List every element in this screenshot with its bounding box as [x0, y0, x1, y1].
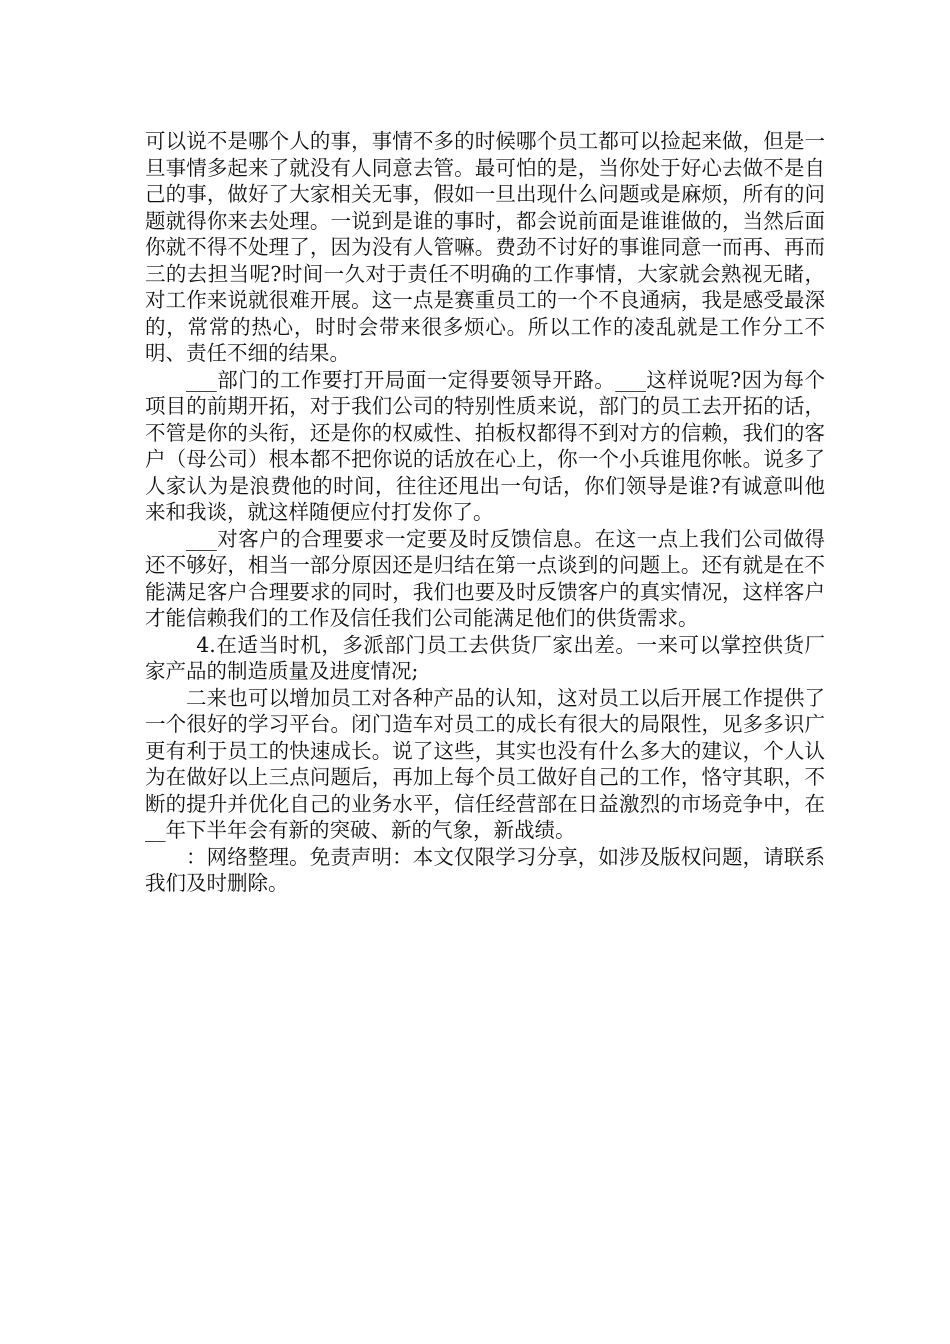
paragraph-disclaimer: ：网络整理。免责声明：本文仅限学习分享，如涉及版权问题，请联系我们及时删除。	[145, 844, 825, 895]
paragraph-leadership: ___部门的工作要打开局面一定得要领导开路。___这样说呢?因为每个项目的前期开拓，对于我们公司的特别性质来说，部门的员工去开拓的话，不管是你的头衔，还是你的权威性、拍板权都得不到对方的信赖，我们的客户（母公司）根本都不把你说的话放在心上，你一个小兵谁甩你帐。说多了人家认为是浪费他的时间，往往还甩出一句话，你们领导是谁?有诚意叫他来和我谈，就这样随便应付打发你了。	[145, 367, 825, 524]
paragraph-customer-feedback: ___对客户的合理要求一定要及时反馈信息。在这一点上我们公司做得还不够好，相当一部分原因还是归结在第一点谈到的问题上。还有就是在不能满足客户合理要求的同时，我们也要及时反馈客户的真实情况，这样客户才能信赖我们的工作及信任我们公司能满足他们的供货需求。	[145, 526, 825, 630]
paragraph-responsibility: 可以说不是哪个人的事，事情不多的时候哪个员工都可以捡起来做，但是一旦事情多起来了就没有人同意去管。最可怕的是，当你处于好心去做不是自己的事，做好了大家相关无事，假如一旦出现什么问题或是麻烦，所有的问题就得你来去处理。一说到是谁的事时，都会说前面是谁谁做的，当然后面你就不得不处理了，因为没有人管嘛。费劲不讨好的事谁同意一而再、再而三的去担当呢?时间一久对于责任不明确的工作事情，大家就会熟视无睹，对工作来说就很难开展。这一点是赛重员工的一个不良通病，我是感受最深的，常常的热心，时时会带来很多烦心。所以工作的凌乱就是工作分工不明、责任不细的结果。	[145, 129, 825, 365]
paragraph-business-trips: 4.在适当时机，多派部门员工去供货厂家出差。一来可以掌控供货厂家产品的制造质量及进度情况;	[145, 632, 825, 683]
document-body	[145, 128, 825, 897]
paragraph-learning-platform: 二来也可以增加员工对各种产品的认知，这对员工以后开展工作提供了一个很好的学习平台。闭门造车对员工的成长有很大的局限性，见多多识广更有利于员工的快速成长。说了这些，其实也没有什么多大的建议，个人认为在做好以上三点问题后，再加上每个员工做好自己的工作，恪守其职，不断的提升并优化自己的业务水平，信任经营部在日益激烈的市场竞争中，在__年下半年会有新的突破、新的气象，新战绩。	[145, 685, 825, 842]
